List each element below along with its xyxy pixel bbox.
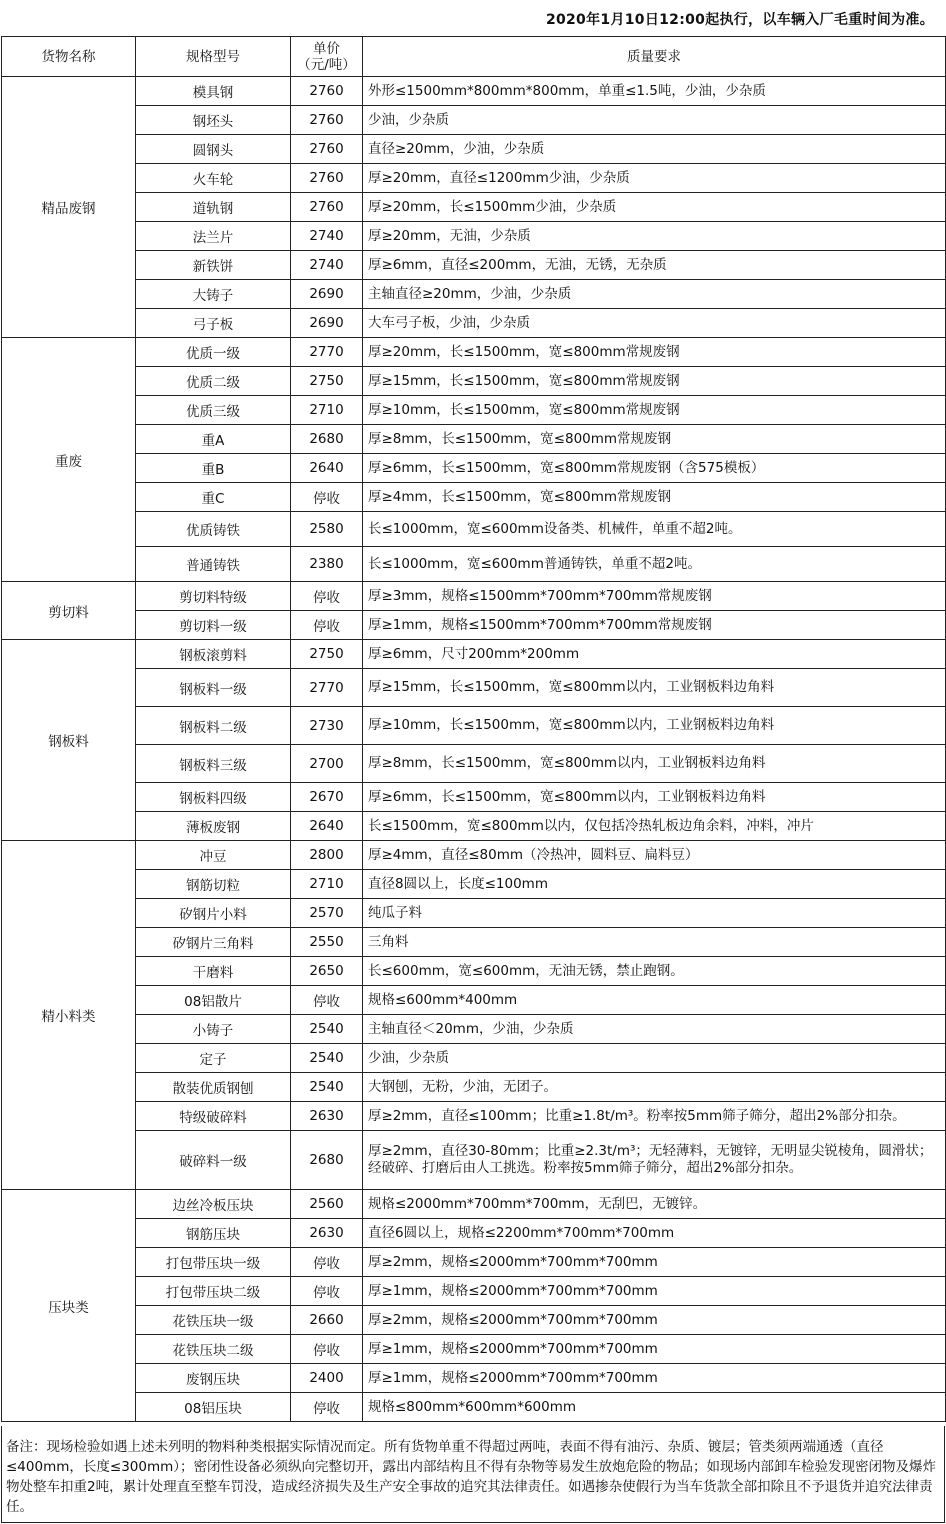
requirement-cell: 厚≥20mm，无油，少杂质 — [363, 222, 946, 251]
requirement-cell: 长≤1000mm，宽≤600mm普通铸铁，单重不超2吨。 — [363, 547, 946, 582]
spec-cell: 废钢压块 — [136, 1364, 291, 1393]
spec-cell: 钢板料三级 — [136, 745, 291, 783]
requirement-cell: 主轴直径≥20mm，少油，少杂质 — [363, 280, 946, 309]
table-row — [2, 309, 946, 338]
requirement-cell: 直径8圆以上，长度≤100mm — [363, 870, 946, 899]
price-cell: 停收 — [291, 611, 363, 640]
requirement-cell: 厚≥6mm，尺寸200mm*200mm — [363, 640, 946, 669]
table-row — [2, 783, 946, 812]
price-cell: 停收 — [291, 986, 363, 1015]
price-cell: 2570 — [291, 899, 363, 928]
price-cell: 2680 — [291, 425, 363, 454]
table-row — [2, 841, 946, 870]
category-cell: 钢板料 — [2, 640, 136, 841]
requirement-cell: 厚≥20mm，长≤1500mm少油，少杂质 — [363, 193, 946, 222]
price-cell: 2580 — [291, 512, 363, 547]
price-cell: 2760 — [291, 135, 363, 164]
spec-cell: 钢板料一级 — [136, 669, 291, 707]
requirement-cell: 厚≥6mm，长≤1500mm，宽≤800mm常规废钢（含575模板） — [363, 454, 946, 483]
category-cell: 精品废钢 — [2, 77, 136, 338]
table-row — [2, 582, 946, 611]
table-row — [2, 870, 946, 899]
spec-cell: 08铝散片 — [136, 986, 291, 1015]
effective-date-text: 2020年1月10日12:00起执行，以车辆入厂毛重时间为准。 — [545, 12, 934, 28]
price-cell: 2690 — [291, 280, 363, 309]
spec-cell: 弓子板 — [136, 309, 291, 338]
category-cell: 剪切料 — [2, 582, 136, 640]
requirement-cell: 厚≥10mm，长≤1500mm，宽≤800mm常规废钢 — [363, 396, 946, 425]
table-body — [2, 77, 946, 1422]
price-cell: 2690 — [291, 309, 363, 338]
spec-cell: 特级破碎料 — [136, 1102, 291, 1131]
price-cell: 停收 — [291, 483, 363, 512]
table-row — [2, 338, 946, 367]
spec-cell: 花铁压块一级 — [136, 1306, 291, 1335]
requirement-cell: 厚≥1mm，规格≤1500mm*700mm*700mm常规废钢 — [363, 611, 946, 640]
requirement-cell: 厚≥8mm，长≤1500mm，宽≤800mm以内，工业钢板料边角料 — [363, 745, 946, 783]
requirement-cell: 规格≤600mm*400mm — [363, 986, 946, 1015]
table-row — [2, 1044, 946, 1073]
requirement-cell: 厚≥15mm，长≤1500mm，宽≤800mm以内，工业钢板料边角料 — [363, 669, 946, 707]
spec-cell: 冲豆 — [136, 841, 291, 870]
price-cell: 停收 — [291, 1277, 363, 1306]
table-row — [2, 986, 946, 1015]
price-cell: 2760 — [291, 77, 363, 106]
col-header-price-line1: 单价 — [313, 40, 340, 57]
spec-cell: 剪切料特级 — [136, 582, 291, 611]
table-row — [2, 483, 946, 512]
requirement-cell: 厚≥8mm，长≤1500mm，宽≤800mm常规废钢 — [363, 425, 946, 454]
spec-cell: 优质一级 — [136, 338, 291, 367]
spec-cell: 道轨钢 — [136, 193, 291, 222]
spec-cell: 法兰片 — [136, 222, 291, 251]
table-row — [2, 1190, 946, 1219]
requirement-cell: 纯瓜子料 — [363, 899, 946, 928]
price-cell: 2650 — [291, 957, 363, 986]
table-row — [2, 812, 946, 841]
spec-cell: 火车轮 — [136, 164, 291, 193]
requirement-cell: 厚≥10mm，长≤1500mm，宽≤800mm以内，工业钢板料边角料 — [363, 707, 946, 745]
price-cell: 2710 — [291, 396, 363, 425]
table-header-row — [2, 37, 946, 77]
spec-cell: 打包带压块二级 — [136, 1277, 291, 1306]
remarks-box — [1, 1426, 945, 1523]
table-row — [2, 251, 946, 280]
table-row — [2, 640, 946, 669]
spec-cell: 普通铸铁 — [136, 547, 291, 582]
price-cell: 停收 — [291, 582, 363, 611]
requirement-cell: 长≤1500mm，宽≤800mm以内，仅包括冷热轧板边角余料，冲料，冲片 — [363, 812, 946, 841]
requirement-cell: 厚≥1mm，规格≤2000mm*700mm*700mm — [363, 1335, 946, 1364]
spec-cell: 圆钢头 — [136, 135, 291, 164]
requirement-cell: 少油，少杂质 — [363, 1044, 946, 1073]
table-row — [2, 957, 946, 986]
price-cell: 2750 — [291, 367, 363, 396]
table-row — [2, 1335, 946, 1364]
requirement-cell: 厚≥6mm，直径≤200mm，无油，无锈，无杂质 — [363, 251, 946, 280]
spec-cell: 钢筋切粒 — [136, 870, 291, 899]
table-row — [2, 1364, 946, 1393]
requirement-cell: 长≤1000mm，宽≤600mm设备类、机械件，单重不超2吨。 — [363, 512, 946, 547]
price-cell: 2760 — [291, 106, 363, 135]
spec-cell: 剪切料一级 — [136, 611, 291, 640]
price-cell: 2640 — [291, 454, 363, 483]
price-cell: 2760 — [291, 164, 363, 193]
spec-cell: 新铁饼 — [136, 251, 291, 280]
spec-cell: 干磨料 — [136, 957, 291, 986]
requirement-cell: 厚≥1mm，规格≤2000mm*700mm*700mm — [363, 1364, 946, 1393]
price-cell: 停收 — [291, 1393, 363, 1422]
table-row — [2, 1248, 946, 1277]
spec-cell: 破碎料一级 — [136, 1131, 291, 1190]
price-cell: 2630 — [291, 1102, 363, 1131]
table-row — [2, 164, 946, 193]
spec-cell: 优质二级 — [136, 367, 291, 396]
table-row — [2, 1073, 946, 1102]
requirement-cell: 大车弓子板，少油，少杂质 — [363, 309, 946, 338]
table-row — [2, 396, 946, 425]
spec-cell: 重A — [136, 425, 291, 454]
category-cell: 精小料类 — [2, 841, 136, 1190]
price-cell: 2380 — [291, 547, 363, 582]
table-row — [2, 1015, 946, 1044]
table-row — [2, 106, 946, 135]
table-row — [2, 1219, 946, 1248]
spec-cell: 散装优质钢刨 — [136, 1073, 291, 1102]
table-row — [2, 1277, 946, 1306]
requirement-cell: 规格≤2000mm*700mm*700mm，无刮巴，无镀锌。 — [363, 1190, 946, 1219]
spec-cell: 花铁压块二级 — [136, 1335, 291, 1364]
requirement-cell: 少油，少杂质 — [363, 106, 946, 135]
col-header-price-line2: （元/吨） — [297, 56, 356, 73]
requirement-cell: 厚≥2mm，直径30-80mm；比重≥2.3t/m³；无轻薄料，无镀锌，无明显尖锐棱角，圆滑状；经破碎、打磨后由人工挑选。粉率按5mm筛子筛分，超出2%部分扣杂。 — [363, 1131, 946, 1190]
spec-cell: 小铸子 — [136, 1015, 291, 1044]
price-cell: 停收 — [291, 1335, 363, 1364]
category-cell: 重废 — [2, 338, 136, 582]
price-cell: 2770 — [291, 669, 363, 707]
price-cell: 2540 — [291, 1044, 363, 1073]
table-row — [2, 1102, 946, 1131]
price-table — [1, 36, 946, 1422]
spec-cell: 钢板滚剪料 — [136, 640, 291, 669]
table-row — [2, 1131, 946, 1190]
requirement-cell: 主轴直径＜20mm，少油，少杂质 — [363, 1015, 946, 1044]
effective-date-header — [0, 0, 946, 36]
table-row — [2, 77, 946, 106]
price-cell: 2760 — [291, 193, 363, 222]
spec-cell: 边丝冷板压块 — [136, 1190, 291, 1219]
price-cell: 2550 — [291, 928, 363, 957]
price-cell: 2680 — [291, 1131, 363, 1190]
requirement-cell: 厚≥4mm，直径≤80mm（冷热冲，圆料豆、扁料豆） — [363, 841, 946, 870]
requirement-cell: 厚≥2mm，直径≤100mm；比重≥1.8t/m³。粉率按5mm筛子筛分，超出2%部分扣杂。 — [363, 1102, 946, 1131]
table-row — [2, 193, 946, 222]
price-cell: 2670 — [291, 783, 363, 812]
requirement-cell: 厚≥15mm，长≤1500mm，宽≤800mm常规废钢 — [363, 367, 946, 396]
price-cell: 2800 — [291, 841, 363, 870]
table-row — [2, 745, 946, 783]
col-header-price — [291, 37, 363, 77]
requirement-cell: 三角料 — [363, 928, 946, 957]
price-cell: 2540 — [291, 1015, 363, 1044]
price-cell: 2740 — [291, 251, 363, 280]
col-header-spec: 规格型号 — [136, 37, 291, 77]
price-cell: 2740 — [291, 222, 363, 251]
spec-cell: 钢板料二级 — [136, 707, 291, 745]
spec-cell: 钢板料四级 — [136, 783, 291, 812]
table-row — [2, 899, 946, 928]
requirement-cell: 外形≤1500mm*800mm*800mm，单重≤1.5吨，少油，少杂质 — [363, 77, 946, 106]
table-row — [2, 512, 946, 547]
requirement-cell: 大钢刨，无粉，少油，无团子。 — [363, 1073, 946, 1102]
table-row — [2, 669, 946, 707]
price-cell: 2540 — [291, 1073, 363, 1102]
table-row — [2, 611, 946, 640]
spec-cell: 重C — [136, 483, 291, 512]
requirement-cell: 厚≥1mm，规格≤2000mm*700mm*700mm — [363, 1277, 946, 1306]
spec-cell: 重B — [136, 454, 291, 483]
spec-cell: 优质铸铁 — [136, 512, 291, 547]
requirement-cell: 厚≥3mm，规格≤1500mm*700mm*700mm常规废钢 — [363, 582, 946, 611]
price-cell: 2660 — [291, 1306, 363, 1335]
category-cell: 压块类 — [2, 1190, 136, 1422]
price-cell: 2400 — [291, 1364, 363, 1393]
table-row — [2, 1393, 946, 1422]
price-cell: 2750 — [291, 640, 363, 669]
requirement-cell: 厚≥2mm，规格≤2000mm*700mm*700mm — [363, 1248, 946, 1277]
requirement-cell: 直径≥20mm，少油，少杂质 — [363, 135, 946, 164]
spec-cell: 矽钢片小料 — [136, 899, 291, 928]
price-cell: 2770 — [291, 338, 363, 367]
col-header-name: 货物名称 — [2, 37, 136, 77]
requirement-cell: 厚≥4mm，长≤1500mm，宽≤800mm常规废钢 — [363, 483, 946, 512]
price-cell: 2710 — [291, 870, 363, 899]
price-cell: 2630 — [291, 1219, 363, 1248]
table-row — [2, 280, 946, 309]
price-cell: 2700 — [291, 745, 363, 783]
price-cell: 停收 — [291, 1248, 363, 1277]
spec-cell: 08铝压块 — [136, 1393, 291, 1422]
spec-cell: 模具钢 — [136, 77, 291, 106]
table-row — [2, 454, 946, 483]
price-cell: 2560 — [291, 1190, 363, 1219]
col-header-requirement: 质量要求 — [363, 37, 946, 77]
table-row — [2, 367, 946, 396]
table-row — [2, 222, 946, 251]
price-cell: 2640 — [291, 812, 363, 841]
price-cell: 2730 — [291, 707, 363, 745]
table-row — [2, 928, 946, 957]
table-row — [2, 425, 946, 454]
requirement-cell: 长≤600mm，宽≤600mm，无油无锈，禁止跑钢。 — [363, 957, 946, 986]
table-row — [2, 135, 946, 164]
requirement-cell: 厚≥20mm，长≤1500mm，宽≤800mm常规废钢 — [363, 338, 946, 367]
requirement-cell: 厚≥20mm，直径≤1200mm少油，少杂质 — [363, 164, 946, 193]
spec-cell: 钢筋压块 — [136, 1219, 291, 1248]
requirement-cell: 规格≤800mm*600mm*600mm — [363, 1393, 946, 1422]
spec-cell: 钢坯头 — [136, 106, 291, 135]
spec-cell: 打包带压块一级 — [136, 1248, 291, 1277]
spec-cell: 大铸子 — [136, 280, 291, 309]
spec-cell: 矽钢片三角料 — [136, 928, 291, 957]
requirement-cell: 厚≥2mm，规格≤2000mm*700mm*700mm — [363, 1306, 946, 1335]
table-row — [2, 707, 946, 745]
spec-cell: 薄板废钢 — [136, 812, 291, 841]
table-row — [2, 547, 946, 582]
requirement-cell: 直径6圆以上，规格≤2200mm*700mm*700mm — [363, 1219, 946, 1248]
spec-cell: 优质三级 — [136, 396, 291, 425]
remarks-text: 备注：现场检验如遇上述未列明的物料种类根据实际情况而定。所有货物单重不得超过两吨，表面不得有油污、杂质、镀层；管类须两端通透（直径≤400mm，长度≤300mm）；密闭性设备必须纵向完整切开，露出内部结构且不得有杂物等易发生放炮危险的物品；如现场内部卸车检验发现密闭物及爆炸物处整车扣重2吨，累计处理直至整车罚没，造成经济损失及生产安全事故的追究其法律责任。如遇掺杂使假行为当车货款全部扣除且不予退货并追究法律责任。 — [6, 1439, 937, 1515]
table-row — [2, 1306, 946, 1335]
requirement-cell: 厚≥6mm，长≤1500mm，宽≤800mm以内，工业钢板料边角料 — [363, 783, 946, 812]
spec-cell: 定子 — [136, 1044, 291, 1073]
